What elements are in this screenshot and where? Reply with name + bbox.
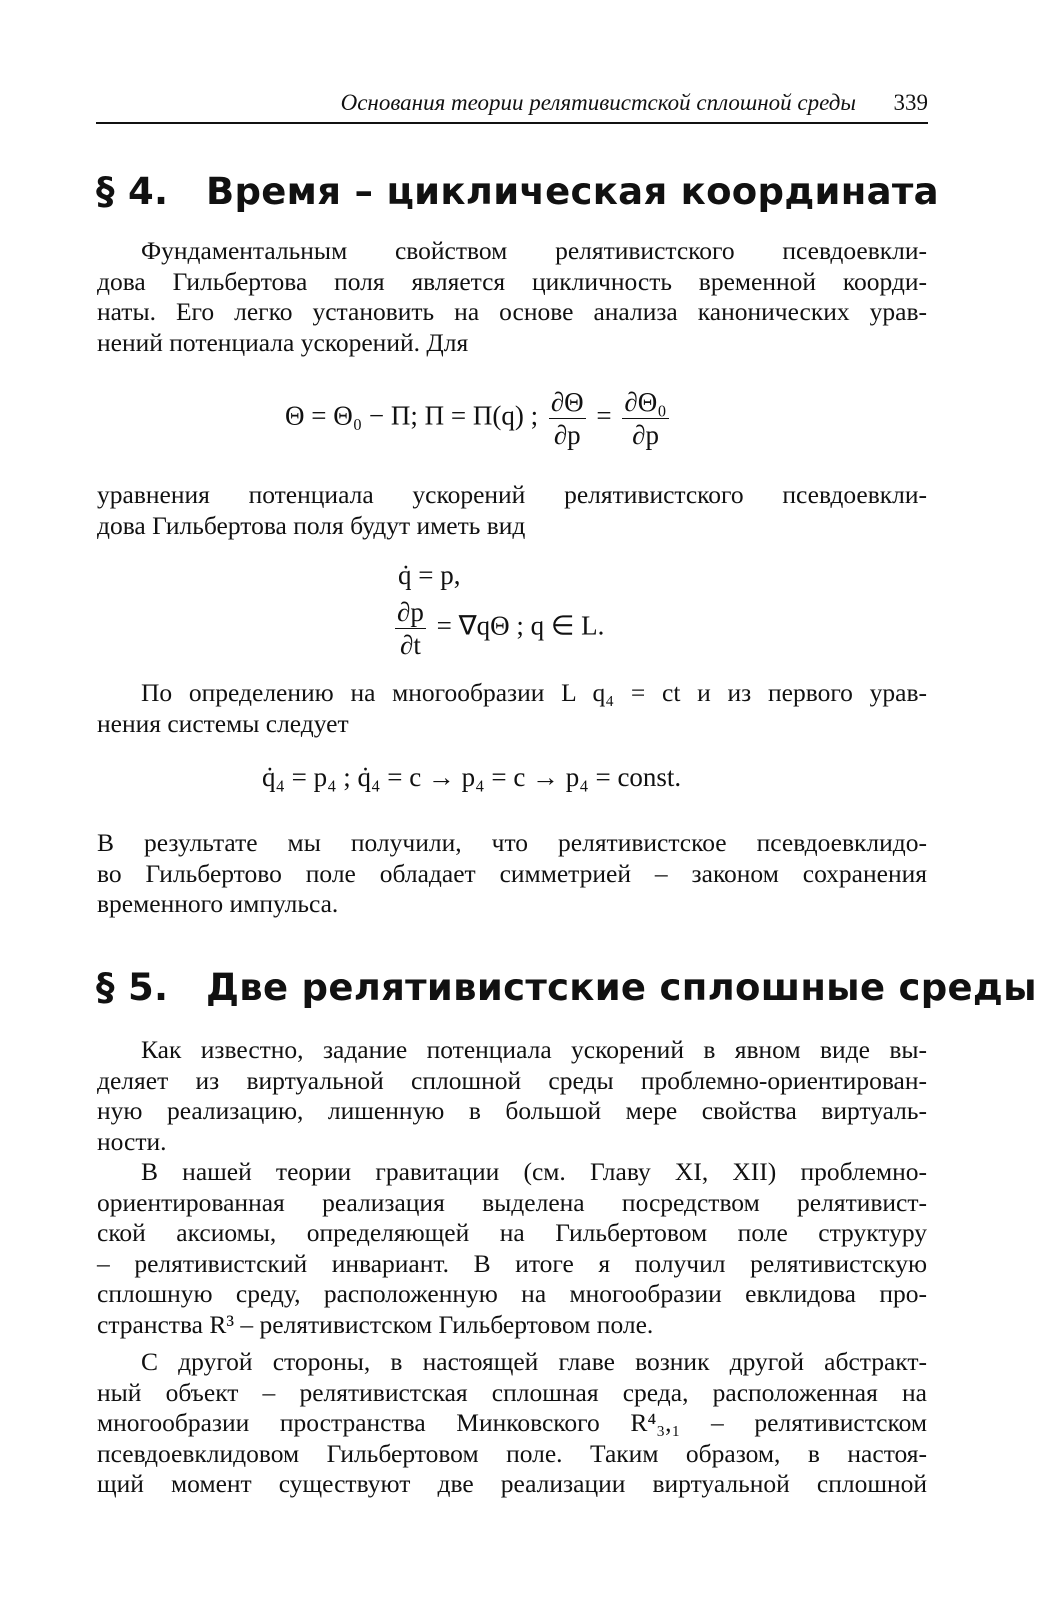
text-line: ности. [97, 1126, 167, 1156]
equation-lhs: Θ = Θ₀ − Π; Π = Π(q) ; [285, 400, 539, 431]
text-line: По определению на многообразии L q₄ = ct и из первого урав- [141, 678, 927, 707]
text-line: нения системы следует [97, 708, 349, 738]
text-line: дова Гильбертова поля будут иметь вид [97, 510, 526, 540]
equation-theta [285, 386, 673, 451]
denominator: ∂p [553, 420, 581, 450]
running-header [96, 88, 928, 124]
section-number: § 5. [96, 966, 169, 1009]
text-line: ориентированная реализация выделена посредством релятивист- [97, 1187, 927, 1217]
paragraph [97, 1157, 927, 1340]
section-number: § 4. [96, 170, 169, 213]
text-line: дова Гильбертова поля является цикличность временной коорди- [97, 266, 927, 296]
text-line: С другой стороны, в настоящей главе возник другой абстракт- [141, 1347, 927, 1376]
paragraph [97, 678, 927, 739]
paragraph [97, 1347, 927, 1500]
section-title: Две релятивистские сплошные среды [206, 966, 1037, 1009]
text-line: – релятивистский инвариант. В итоге я получил релятивистскую [97, 1248, 927, 1278]
section-title: Время – циклическая координата [206, 170, 939, 213]
paragraph [97, 236, 927, 358]
denominator: ∂t [400, 630, 421, 660]
text-line: во Гильбертово поле обладает симметрией – законом сохранения [97, 858, 927, 888]
text-line: В результате мы получили, что релятивистское псевдоевклидо- [97, 828, 927, 857]
section-4-heading [96, 170, 939, 213]
text-line: деляет из виртуальной сплошной среды проблемно-ориентирован- [97, 1065, 927, 1095]
paragraph [97, 828, 927, 920]
fraction [395, 596, 426, 661]
numerator: ∂Θ [550, 387, 584, 417]
fraction [549, 386, 586, 451]
paragraph [97, 1035, 927, 1157]
text-line: уравнения потенциала ускорений релятивистского псевдоевкли- [97, 480, 927, 509]
equation-rhs: = ∇qΘ ; q ∈ L. [436, 610, 605, 641]
text-line: временного импульса. [97, 889, 339, 918]
numerator: ∂Θ₀ [624, 387, 667, 417]
text-line: сплошную среду, расположенную на многообразии евклидова про- [97, 1279, 927, 1308]
text-line: В нашей теории гравитации (см. Главу XI, XII) проблемно- [141, 1157, 927, 1186]
paragraph [97, 480, 927, 541]
section-5-heading [96, 966, 1037, 1009]
text-line: ный объект – релятивистская сплошная среда, расположенная на [97, 1377, 927, 1407]
text-line: псевдоевклидовом Гильбертовом поле. Таким образом, в настоя- [97, 1438, 927, 1468]
page-number: 339 [893, 90, 928, 115]
numerator: ∂p [397, 597, 424, 627]
text-line: щий момент существуют две реализации виртуальной сплошной [97, 1469, 927, 1498]
denominator: ∂p [632, 420, 659, 450]
text-line: ную реализацию, лишенную в большой мере свойства виртуаль- [97, 1096, 927, 1125]
running-title: Основания теории релятивистской сплошной среды [340, 90, 856, 115]
fraction [622, 386, 668, 451]
equation-dp-dt [395, 596, 604, 661]
equation-qdot: q̇ = p, [398, 560, 461, 590]
text-line: нений потенциала ускорений. Для [97, 327, 469, 357]
text-line: странства R³ – релятивистском Гильбертовом поле. [97, 1309, 654, 1339]
text-line: Как известно, задание потенциала ускорений в явном виде вы- [141, 1035, 927, 1064]
equation-momentum: q̇₄ = p₄ ; q̇₄ = c → p₄ = c → p₄ = const. [262, 762, 682, 792]
text-line: Фундаментальным свойством релятивистского псевдоевкли- [141, 236, 927, 265]
text-line: наты. Его легко установить на основе анализа канонических урав- [97, 297, 927, 326]
equals-sign: = [596, 400, 612, 431]
text-line: ской аксиомы, определяющей на Гильбертовом поле структуру [97, 1218, 927, 1247]
text-line: многообразии пространства Минковского R⁴₃,₁ – релятивистском [97, 1408, 927, 1437]
